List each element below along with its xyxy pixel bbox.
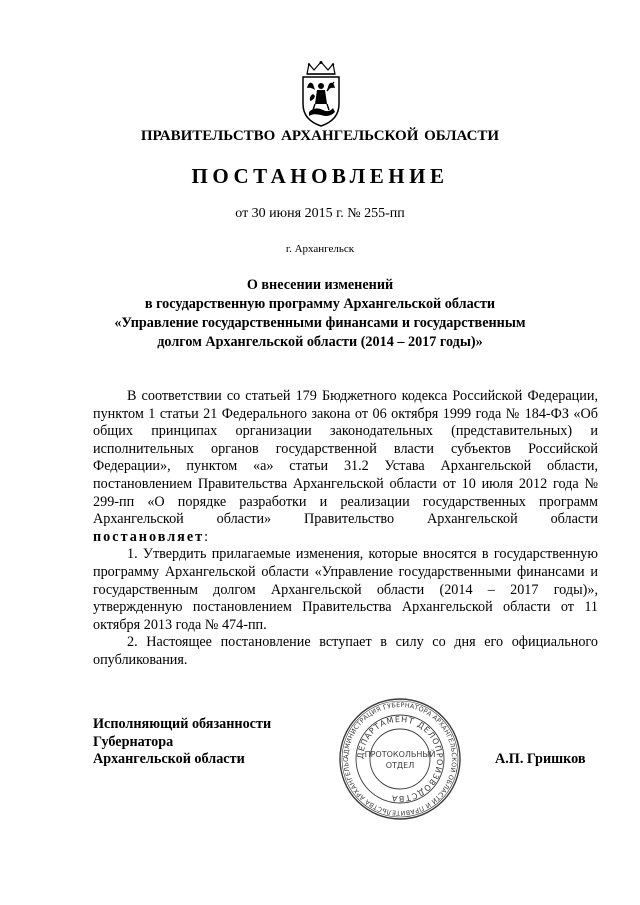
- seal-center-line: ОТДЕЛ: [385, 761, 415, 770]
- seal-inner-text: ДЕПАРТАМЕНТ ДЕЛОПРОИЗВОДСТВА: [355, 714, 445, 804]
- city: г. Архангельск: [285, 243, 355, 255]
- paragraph-preamble: [93, 388, 598, 546]
- title-line: О внесении изменений: [246, 277, 394, 293]
- document-type: ПОСТАНОВЛЕНИЕ: [191, 164, 449, 188]
- signatory-name: А.П. Гришков: [495, 751, 586, 767]
- preamble-text: В соответствии со статьей 179 Бюджетного кодекса Российской Федерации, пунктом 1 статьи 21 Федерального закона от 06 октября 1999 года № 184-ФЗ «Об общих принципах организации законодательных (представительных) и исполнительных органов государственной власти субъектов Российской Федерации», пунктом «а» статьи 31.2 Устава Архангельской области, постановлением Правительства Архангельской области от 10 июля 2012 года № 299-пп «О порядке разработки и реализации государственных программ Архангельской области» Правительство Архангельской области: [93, 388, 598, 528]
- title-line: в государственную программу Архангельской области: [144, 296, 496, 312]
- seal-center-line: ПРОТОКОЛЬНЫЙ: [364, 750, 436, 759]
- official-seal: [338, 697, 462, 821]
- position-line: Исполняющий обязанности: [93, 716, 272, 732]
- title-line: «Управление государственными финансами и государственным: [114, 315, 526, 331]
- seal-outer-text: АДМИНИСТРАЦИЯ ГУБЕРНАТОРА АРХАНГЕЛЬСКОЙ ОБЛАСТИ И ПРАВИТЕЛЬСТВА АРХАНГЕЛЬС: [341, 700, 459, 818]
- resolves-word: постановляет: [93, 528, 205, 545]
- signatory-position: [93, 716, 271, 769]
- position-line: Губернатора: [93, 733, 174, 750]
- document-body: [93, 388, 598, 670]
- date-and-number: от 30 июня 2015 г. № 255-пп: [235, 206, 405, 221]
- coat-of-arms-icon: [291, 60, 351, 128]
- paragraph-item-1: 1. Утвердить прилагаемые изменения, которые вносятся в государственную программу Архангельской области «Управление государственными финансами и государственным долгом Архангельской области (2014 – 2017 годы)», утвержденную постановлением Правительства Архангельской области от 11 октября 2013 года № 474-пп.: [93, 546, 598, 633]
- position-line: Архангельской области: [93, 751, 245, 768]
- title-line: долгом Архангельской области (2014 – 2017 годы)»: [157, 334, 483, 350]
- paragraph-item-2: 2. Настоящее постановление вступает в силу со дня его официального опубликования.: [93, 634, 598, 668]
- organization-name: ПРАВИТЕЛЬСТВО АРХАНГЕЛЬСКОЙ ОБЛАСТИ: [140, 128, 500, 144]
- preamble-end: :: [204, 528, 209, 545]
- document-title: [70, 276, 570, 352]
